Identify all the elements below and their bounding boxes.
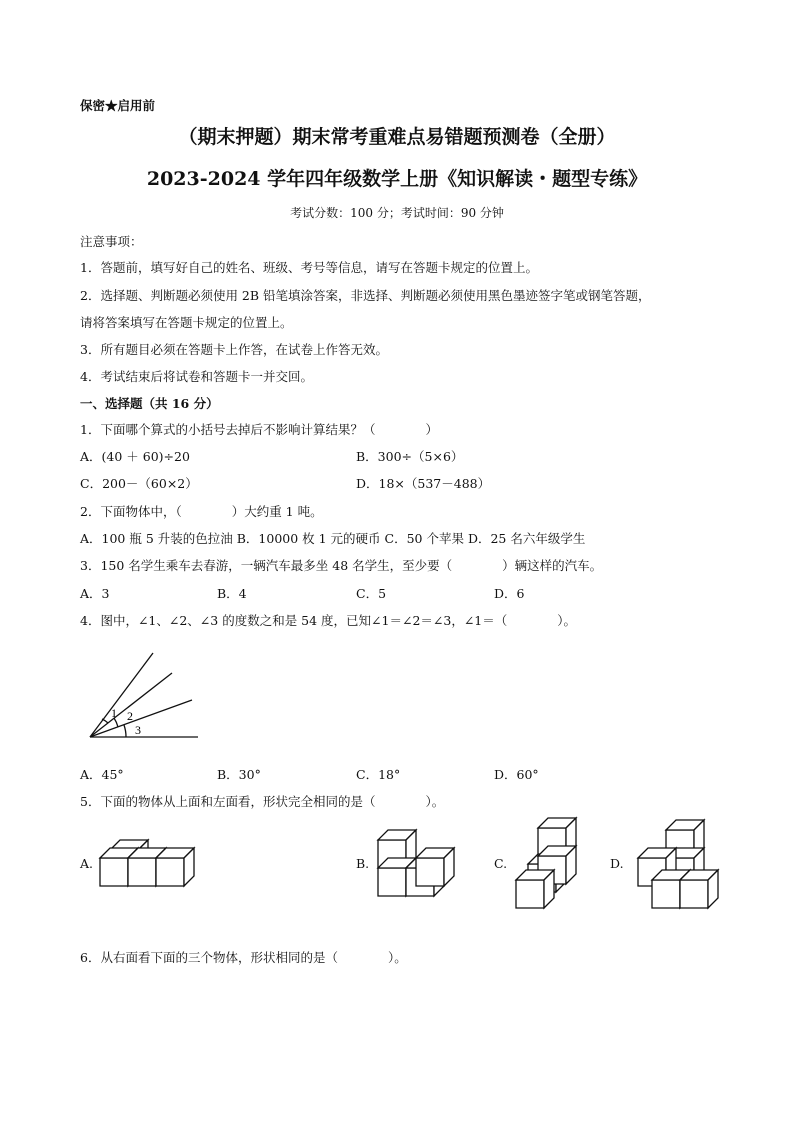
angle-label-1: 1 — [111, 706, 117, 720]
page-subtitle: 2023-2024 学年四年级数学上册《知识解读・题型专练》 — [146, 168, 648, 190]
question-4-option-a: A．45° — [80, 767, 124, 782]
notice-item: 4．考试结束后将试卷和答题卡一并交回。 — [80, 369, 313, 384]
cube — [416, 848, 454, 886]
question-1-option-a: A．(40 ＋ 60)÷20 — [80, 449, 190, 464]
notice-item: 2．选择题、判断题必须使用 2B 铅笔填涂答案，非选择、判断题必须使用黑色墨迹签字笔或钢笔答题， — [80, 288, 651, 303]
question-4-option-c: C．18° — [356, 767, 401, 782]
question-5-option-b-letter: B. — [356, 856, 370, 871]
cube — [516, 870, 554, 908]
cube — [156, 848, 194, 886]
notice-item: 请将答案填写在答题卡规定的位置上。 — [80, 315, 293, 330]
angle-label-2: 2 — [127, 709, 133, 723]
question-4-option-b: B．30° — [217, 767, 261, 782]
notice-item: 3．所有题目必须在答题卡上作答，在试卷上作答无效。 — [80, 342, 388, 357]
question-5-option-a-letter: A. — [80, 856, 94, 871]
page-title: （期末押题）期末常考重难点易错题预测卷（全册） — [178, 126, 616, 148]
angle-label-3: 3 — [135, 723, 141, 737]
cube — [680, 870, 718, 908]
notice-item: 1．答题前，填写好自己的姓名、班级、考号等信息，请写在答题卡规定的位置上。 — [80, 260, 538, 275]
question-3-option-c: C．5 — [356, 586, 387, 601]
secret-label: 保密★启用前 — [80, 98, 156, 113]
question-3-option-b: B．4 — [217, 586, 247, 601]
section-heading: 一、选择题（共 16 分） — [80, 396, 219, 411]
question-5-option-d-letter: D. — [610, 856, 624, 871]
question-4-stem: 4．图中，∠1、∠2、∠3 的度数之和是 54 度，已知∠1＝∠2＝∠3，∠1＝（ ）。 — [80, 613, 577, 628]
question-4-option-d: D．60° — [494, 767, 539, 782]
exam-info: 考试分数：100 分；考试时间：90 分钟 — [290, 206, 504, 220]
question-1-option-b: B．300÷（5×6） — [356, 449, 464, 464]
question-3-stem: 3．150 名学生乘车去春游，一辆汽车最多坐 48 名学生，至少要（ ）辆这样的汽车。 — [80, 558, 603, 573]
question-6-stem: 6．从右面看下面的三个物体，形状相同的是（ ）。 — [80, 950, 407, 965]
question-3-option-a: A．3 — [80, 586, 110, 601]
question-3-option-d: D．6 — [494, 586, 525, 601]
question-5-option-c-letter: C. — [494, 856, 508, 871]
question-2-stem: 2．下面物体中，（ ）大约重 1 吨。 — [80, 504, 323, 519]
question-1-option-c: C．200－（60×2） — [80, 476, 198, 491]
question-1-option-d: D．18×（537－488） — [356, 476, 491, 491]
question-5-stem: 5．下面的物体从上面和左面看，形状完全相同的是（ ）。 — [80, 794, 445, 809]
question-1-stem: 1．下面哪个算式的小括号去掉后不影响计算结果？（ ） — [80, 422, 438, 437]
notice-heading: 注意事项： — [80, 234, 143, 249]
question-2-options: A．100 瓶 5 升装的色拉油 B．10000 枚 1 元的硬币 C．50 个苹果 D．25 名六年级学生 — [80, 531, 586, 546]
